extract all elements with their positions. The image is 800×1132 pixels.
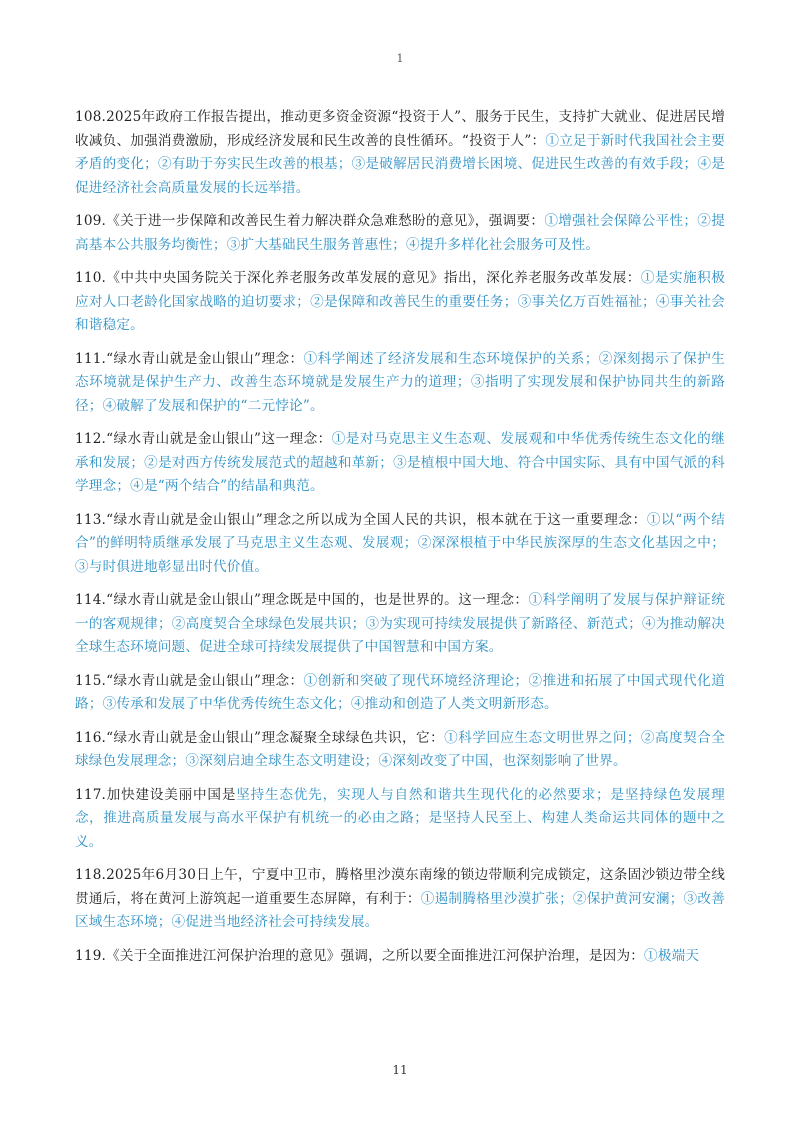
item-number: 116. (75, 729, 107, 746)
item-lead: “绿水青山就是金山银山”理念： (106, 350, 304, 367)
question-111 (75, 348, 725, 419)
question-116 (75, 727, 725, 774)
item-lead: 《关于进一步保障和改善民生着力解决群众急难愁盼的意见》，强调要： (106, 213, 545, 229)
item-answer: 坚持生态优先，实现人与自然和谐共生现代化的必然要求；是坚持绿色发展理念，推进高质量发展与高水平保护有机统一的必由之路；是坚持人民至上、构建人类命运共同体的题中之义。 (75, 786, 725, 850)
item-number: 113. (75, 511, 107, 528)
item-lead: 《中共中央国务院关于深化养老服务改革发展的意见》指出，深化养老服务改革发展： (106, 270, 641, 286)
item-answer: ①增强社会保障公平性；②提高基本公共服务均衡性；③扩大基础民生服务普惠性；④提升多样化社会服务可及性。 (75, 213, 725, 253)
item-number: 114. (75, 592, 107, 608)
question-109 (75, 210, 725, 257)
page-number: 11 (392, 1063, 408, 1077)
item-lead: 加快建设美丽中国是 (106, 786, 237, 803)
question-119 (75, 945, 725, 969)
item-lead: 2025年政府工作报告提出，推动更多资金资源“投资于人”、服务于民生，支持扩大就业、促进居民增收减负、加强消费激励，形成经济发展和民生改善的良性循环。“投资于人”： (75, 109, 725, 149)
document-body (75, 106, 725, 978)
question-112 (75, 428, 725, 499)
item-lead: 《关于全面推进江河保护治理的意见》强调，之所以要全面推进江河保护治理，是因为： (106, 947, 645, 964)
question-114 (75, 589, 725, 660)
question-110 (75, 267, 725, 338)
item-number: 110. (75, 270, 107, 286)
item-answer: ①科学阐明了发展与保护辩证统一的客观规律；②高度契合全球绿色发展共识；③为实现可持续发展提供了新路径、新范式；④为推动解决全球生态环境问题、促进全球可持续发展提供了中国智慧和中国方案。 (75, 592, 725, 655)
question-108 (75, 106, 725, 200)
question-118 (75, 864, 725, 935)
page-top-mark: 1 (396, 52, 404, 65)
item-number: 117. (75, 786, 107, 803)
item-lead: “绿水青山就是金山银山”理念既是中国的，也是世界的。这一理念： (106, 592, 529, 608)
item-lead: 2025年6月30日上午，宁夏中卫市，腾格里沙漠东南缘的锁边带顺利完成锁定，这条固沙锁边带全线贯通后，将在黄河上游筑起一道重要生态屏障，有利于： (75, 867, 725, 907)
item-answer: ①极端天 (644, 947, 700, 964)
item-answer: ①是对马克思主义生态观、发展观和中华优秀传统生态文化的继承和发展；②是对西方传统发展范式的超越和革新；③是植根中国大地、符合中国实际、具有中国气派的科学理念；④是“两个结合”的结晶和典范。 (75, 431, 725, 494)
item-lead: “绿水青山就是金山银山”这一理念： (106, 431, 332, 447)
item-lead: “绿水青山就是金山银山”理念凝聚全球绿色共识，它： (106, 729, 445, 746)
question-115 (75, 670, 725, 717)
question-117 (75, 784, 725, 855)
item-number: 118. (75, 867, 107, 883)
item-answer: ①以“两个结合”的鲜明特质继承发展了马克思主义生态观、发展观；②深深根植于中华民族深厚的生态文化基因之中；③与时俱进地彰显出时代价值。 (75, 511, 725, 575)
item-lead: “绿水青山就是金山银山”理念之所以成为全国人民的共识，根本就在于这一重要理念： (106, 511, 647, 528)
item-lead: “绿水青山就是金山银山”理念： (106, 672, 304, 689)
question-113 (75, 509, 725, 580)
item-answer: ①科学回应生态文明世界之问；②高度契合全球绿色发展理念；③深刻启迪全球生态文明建设；④深刻改变了中国，也深刻影响了世界。 (75, 729, 726, 769)
item-number: 112. (75, 431, 107, 447)
item-answer: ①遏制腾格里沙漠扩张；②保护黄河安澜；③改善区域生态环境；④促进当地经济社会可持续发展。 (75, 890, 725, 930)
item-number: 108. (75, 109, 107, 125)
item-number: 115. (75, 672, 107, 689)
item-answer: ①是实施积极应对人口老龄化国家战略的迫切要求；②是保障和改善民生的重要任务；③事关亿万百姓福祉；④事关社会和谐稳定。 (75, 270, 725, 333)
item-answer: ①科学阐述了经济发展和生态环境保护的关系；②深刻揭示了保护生态环境就是保护生产力、改善生态环境就是发展生产力的道理；③指明了实现发展和保护协同共生的新路径；④破解了发展和保护的“二元悖论”。 (75, 350, 726, 414)
item-number: 109. (75, 213, 107, 229)
item-number: 111. (75, 350, 107, 367)
item-answer: ①立足于新时代我国社会主要矛盾的变化；②有助于夯实民生改善的根基；③是破解居民消费增长困境、促进民生改善的有效手段；④是促进经济社会高质量发展的长远举措。 (75, 132, 725, 196)
item-answer: ①创新和突破了现代环境经济理论；②推进和拓展了中国式现代化道路；③传承和发展了中华优秀传统生态文化；④推动和创造了人类文明新形态。 (75, 672, 726, 712)
item-number: 119. (75, 947, 107, 964)
